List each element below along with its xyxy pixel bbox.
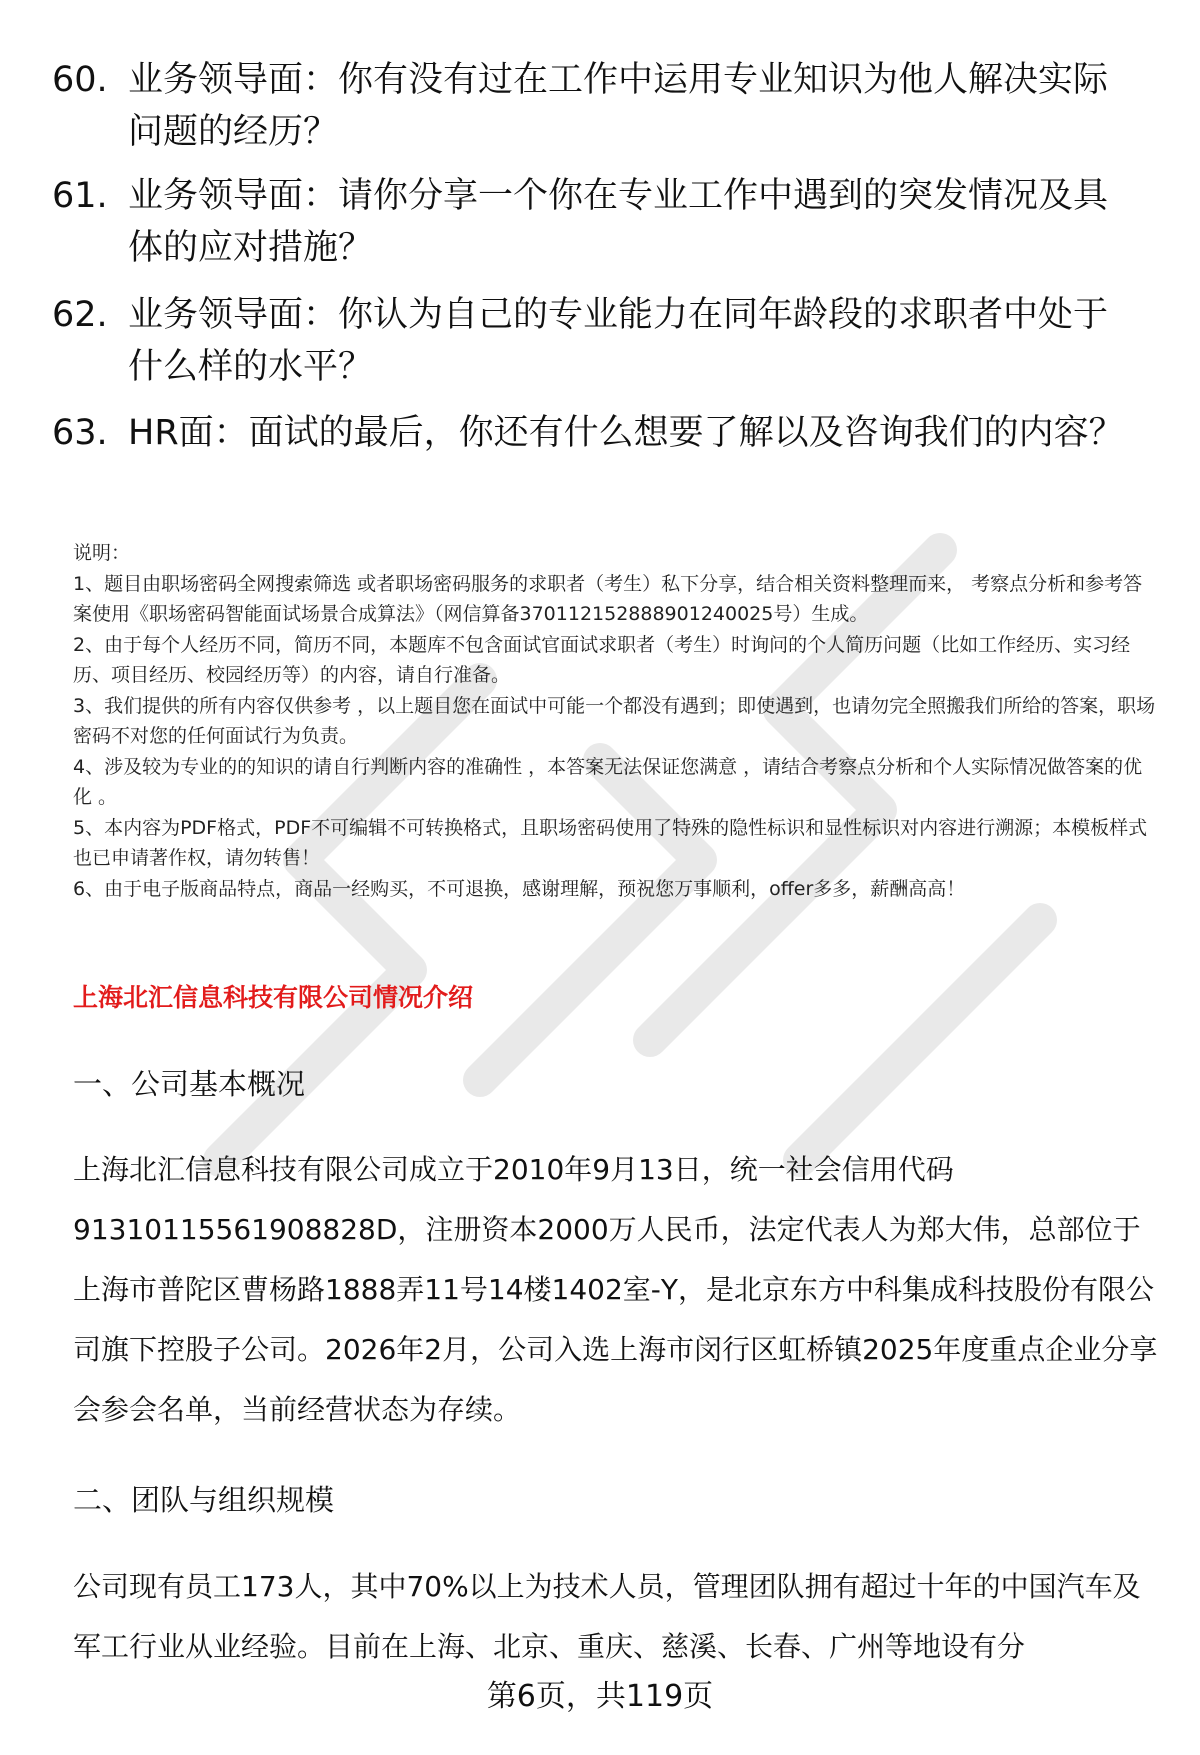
question-text: 业务领导面：你认为自己的专业能力在同年龄段的求职者中处于什么样的水平？ (128, 295, 1109, 387)
notes-title: 说明： (73, 542, 131, 564)
notes-block (73, 538, 1158, 904)
paragraph-text: 上海北汇信息科技有限公司成立于2010年9月13日，统一社会信用代码91310115561908828D，注册资本2000万人民币，法定代表人为郑大伟，总部位于上海市普陀区曹杨路1888弄11号14楼1402室-Y，是北京东方中科集成科技股份有限公司旗下控股子公司。2026年2月，公司入选上海市闵行区虹桥镇2025年度重点企业分享会参会名单，当前经营状态为存续。 (73, 1153, 1158, 1426)
note-item: 1、题目由职场密码全网搜索筛选 或者职场密码服务的求职者（考生）私下分享，结合相关资料整理而来， 考察点分析和参考答案使用《职场密码智能面试场景合成算法》（网信算备370112152888901240025号）生成。 (73, 572, 1143, 625)
note-item: 4、涉及较为专业的的知识的请自行判断内容的准确性 ，本答案无法保证您满意 ，请结合考察点分析和个人实际情况做答案的优化 。 (73, 755, 1143, 808)
question-number: 63. (52, 413, 108, 453)
question-number: 62. (52, 295, 108, 335)
question-text: 业务领导面：你有没有过在工作中运用专业知识为他人解决实际问题的经历？ (128, 60, 1109, 152)
note-item: 2、由于每个人经历不同，简历不同，本题库不包含面试官面试求职者（考生）时询问的个人简历问题（比如工作经历、实习经历、项目经历、校园经历等）的内容，请自行准备。 (73, 633, 1131, 686)
note-item: 5、本内容为PDF格式，PDF不可编辑不可转换格式，且职场密码使用了特殊的隐性标识和显性标识对内容进行溯源；本模板样式也已申请著作权，请勿转售！ (73, 816, 1148, 869)
note-item: 6、由于电子版商品特点，商品一经购买，不可退换，感谢理解，预祝您万事顺利，offer多多，薪酬高高！ (73, 877, 966, 900)
question-61 (52, 170, 1152, 274)
question-text: HR面：面试的最后，你还有什么想要了解以及咨询我们的内容？ (128, 413, 1124, 453)
heading-team: 二、团队与组织规模 (73, 1483, 335, 1517)
note-item: 3、我们提供的所有内容仅供参考 ，以上题目您在面试中可能一个都没有遇到；即使遇到，也请勿完全照搬我们所给的答案，职场密码不对您的任何面试行为负责。 (73, 694, 1156, 747)
heading-overview: 一、公司基本概况 (73, 1067, 306, 1101)
question-63 (52, 407, 1152, 459)
question-62 (52, 289, 1152, 393)
paragraph-team (73, 1557, 1158, 1677)
section-title: 上海北汇信息科技有限公司情况介绍 (73, 983, 474, 1012)
question-text: 业务领导面：请你分享一个你在专业工作中遇到的突发情况及具体的应对措施？ (128, 176, 1109, 268)
question-60 (52, 54, 1152, 158)
paragraph-text: 公司现有员工173人，其中70%以上为技术人员，管理团队拥有超过十年的中国汽车及军工行业从业经验。目前在上海、北京、重庆、慈溪、长春、广州等地设有分 (73, 1570, 1141, 1663)
question-number: 60. (52, 60, 108, 100)
paragraph-overview (73, 1140, 1158, 1440)
question-number: 61. (52, 176, 108, 216)
page-number: 第6页，共119页 (486, 1679, 714, 1714)
